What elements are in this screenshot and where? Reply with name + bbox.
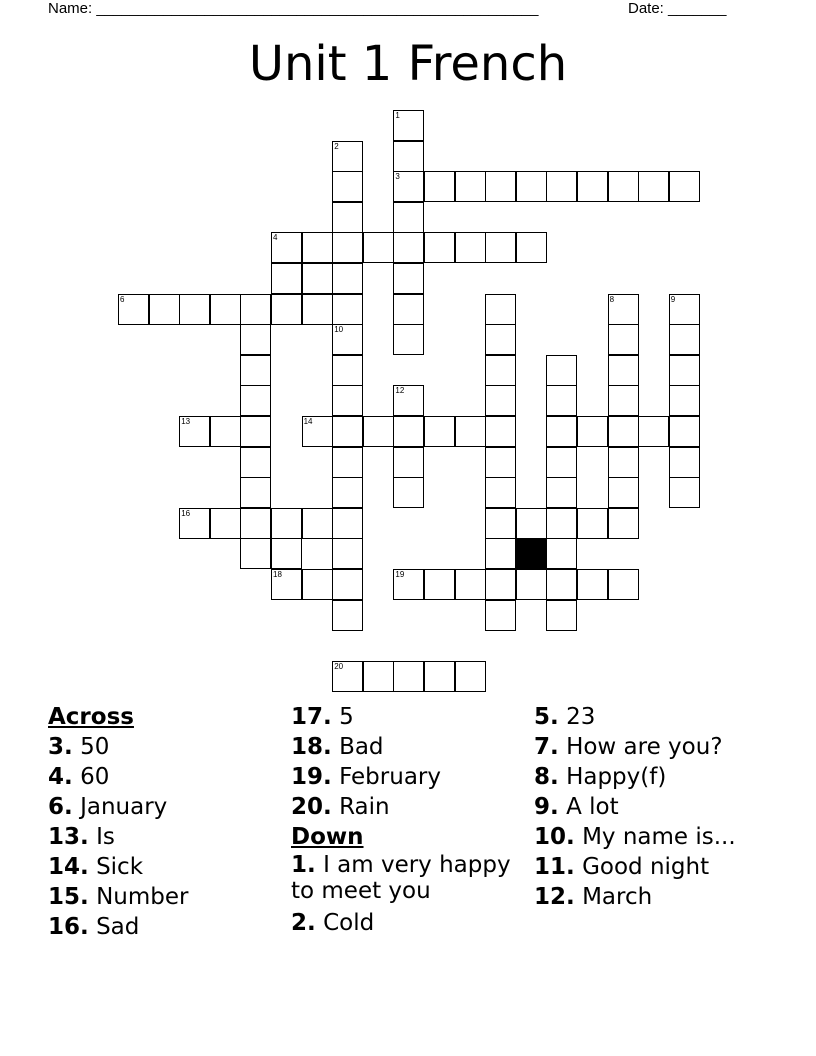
clue-number: 18. (291, 734, 332, 760)
grid-cell[interactable] (455, 661, 486, 692)
down-clue-1 (291, 852, 526, 904)
cell-number: 20 (334, 661, 344, 671)
grid-cell[interactable] (485, 355, 516, 386)
grid-cell[interactable] (546, 416, 577, 447)
grid-cell[interactable] (577, 569, 608, 600)
grid-cell[interactable] (393, 477, 424, 508)
clue-number: 20. (291, 794, 332, 820)
clue-number: 5. (534, 704, 559, 730)
grid-cell[interactable] (485, 416, 516, 447)
grid-black-square (516, 538, 547, 569)
clue-number: 17. (291, 704, 332, 730)
grid-cell[interactable] (546, 355, 577, 386)
grid-cell[interactable] (516, 171, 547, 202)
grid-cell[interactable] (271, 294, 302, 325)
grid-cell[interactable] (393, 661, 424, 692)
grid-cell[interactable] (332, 294, 363, 325)
across-clue-6 (48, 792, 278, 822)
grid-cell[interactable] (363, 661, 394, 692)
grid-cell[interactable] (455, 232, 486, 263)
cell-number: 14 (303, 417, 313, 426)
grid-cell[interactable] (393, 110, 424, 141)
clue-text: My name is... (582, 824, 736, 850)
grid-cell[interactable] (240, 447, 271, 478)
grid-cell[interactable] (271, 538, 302, 569)
grid-cell[interactable] (393, 569, 424, 600)
clue-number: 7. (534, 734, 559, 760)
grid-cell[interactable] (485, 232, 516, 263)
clue-number: 19. (291, 764, 332, 790)
clue-text: Happy(f) (566, 764, 667, 790)
grid-cell[interactable] (577, 416, 608, 447)
grid-cell[interactable] (669, 355, 700, 386)
grid-cell[interactable] (608, 385, 639, 416)
grid-cell[interactable] (332, 171, 363, 202)
across-clue-3 (48, 732, 278, 762)
grid-cell[interactable] (332, 508, 363, 539)
cell-number: 2 (334, 141, 339, 151)
grid-cell[interactable] (332, 447, 363, 478)
grid-cell[interactable] (485, 385, 516, 416)
grid-cell[interactable] (485, 294, 516, 325)
grid-cell[interactable] (669, 477, 700, 508)
grid-cell[interactable] (546, 538, 577, 569)
grid-cell[interactable] (363, 416, 394, 447)
grid-cell[interactable] (302, 569, 333, 600)
grid-cell[interactable] (302, 232, 333, 263)
grid-cell[interactable] (393, 385, 424, 416)
grid-cell[interactable] (393, 141, 424, 172)
grid-cell[interactable] (393, 171, 424, 202)
down-clue-8 (534, 762, 794, 792)
grid-cell[interactable] (332, 416, 363, 447)
grid-cell[interactable] (393, 232, 424, 263)
clue-text: Cold (323, 910, 375, 936)
grid-cell[interactable] (332, 202, 363, 233)
grid-cell[interactable] (455, 416, 486, 447)
grid-cell[interactable] (118, 294, 149, 325)
clue-number: 4. (48, 764, 73, 790)
across-clue-19 (291, 762, 526, 792)
name-field-label: Name: _____________________________________________________ (48, 0, 539, 17)
clue-text: 50 (80, 734, 110, 760)
grid-cell[interactable] (485, 600, 516, 631)
clue-number: 16. (48, 914, 89, 940)
grid-cell[interactable] (485, 324, 516, 355)
grid-cell[interactable] (210, 416, 241, 447)
grid-cell[interactable] (608, 416, 639, 447)
grid-cell[interactable] (210, 508, 241, 539)
clue-number: 14. (48, 854, 89, 880)
grid-cell[interactable] (240, 355, 271, 386)
cell-number: 4 (273, 233, 278, 243)
clue-number: 1. (291, 852, 316, 878)
grid-cell[interactable] (271, 232, 302, 263)
clue-text: Sad (96, 914, 140, 940)
clue-text: 60 (80, 764, 110, 790)
grid-cell[interactable] (638, 416, 669, 447)
clues-column-1 (48, 702, 278, 942)
clue-text: February (339, 764, 441, 790)
down-heading: Down (291, 824, 364, 850)
grid-cell[interactable] (669, 324, 700, 355)
grid-cell[interactable] (332, 385, 363, 416)
grid-cell[interactable] (424, 232, 455, 263)
clues-column-3 (534, 702, 794, 912)
grid-cell[interactable] (179, 416, 210, 447)
grid-cell[interactable] (669, 447, 700, 478)
grid-cell[interactable] (240, 538, 271, 569)
down-clue-11 (534, 852, 794, 882)
grid-cell[interactable] (332, 477, 363, 508)
clue-text: January (80, 794, 168, 820)
clue-number: 8. (534, 764, 559, 790)
grid-cell[interactable] (669, 171, 700, 202)
grid-cell[interactable] (271, 508, 302, 539)
cell-number: 10 (334, 325, 344, 335)
puzzle-title: Unit 1 French (248, 36, 568, 92)
clue-text: Bad (339, 734, 384, 760)
grid-cell[interactable] (424, 569, 455, 600)
grid-cell[interactable] (332, 569, 363, 600)
cell-number: 18 (273, 570, 282, 579)
clue-number: 6. (48, 794, 73, 820)
clue-number: 3. (48, 734, 73, 760)
cell-number: 16 (181, 508, 191, 518)
grid-cell[interactable] (546, 508, 577, 539)
clue-number: 15. (48, 884, 89, 910)
down-clue-10 (534, 822, 794, 852)
grid-cell[interactable] (424, 416, 455, 447)
grid-cell[interactable] (608, 508, 639, 539)
across-clue-15 (48, 882, 278, 912)
grid-cell[interactable] (608, 171, 639, 202)
grid-cell[interactable] (332, 263, 363, 294)
grid-cell[interactable] (302, 508, 333, 539)
grid-cell[interactable] (546, 600, 577, 631)
grid-cell[interactable] (393, 416, 424, 447)
clue-text: March (582, 884, 653, 910)
grid-cell[interactable] (332, 600, 363, 631)
grid-cell[interactable] (424, 171, 455, 202)
clue-text: Number (96, 884, 189, 910)
grid-cell[interactable] (271, 263, 302, 294)
cell-number: 3 (395, 172, 400, 182)
cell-number: 12 (395, 386, 405, 396)
clue-text: 23 (566, 704, 596, 730)
across-clue-20 (291, 792, 526, 822)
grid-cell[interactable] (393, 294, 424, 325)
across-clue-18 (291, 732, 526, 762)
date-field-label: Date: _______ (628, 0, 727, 17)
grid-cell[interactable] (638, 171, 669, 202)
grid-cell[interactable] (210, 294, 241, 325)
clue-text: I am very happy to meet you (291, 852, 511, 904)
grid-cell[interactable] (546, 569, 577, 600)
grid-cell[interactable] (669, 416, 700, 447)
grid-cell[interactable] (669, 294, 700, 325)
clue-text: 5 (339, 704, 354, 730)
across-clue-16 (48, 912, 278, 942)
cell-number: 9 (670, 294, 676, 304)
down-clue-7 (534, 732, 794, 762)
clue-number: 10. (534, 824, 575, 850)
grid-cell[interactable] (516, 569, 547, 600)
grid-cell[interactable] (332, 324, 363, 355)
grid-cell[interactable] (608, 569, 639, 600)
clue-number: 13. (48, 824, 89, 850)
cell-number: 13 (181, 417, 191, 426)
grid-cell[interactable] (332, 141, 363, 172)
grid-cell[interactable] (485, 569, 516, 600)
grid-cell[interactable] (240, 508, 271, 539)
grid-cell[interactable] (332, 355, 363, 386)
clue-text: Sick (96, 854, 144, 880)
across-heading: Across (48, 704, 134, 730)
across-clue-4 (48, 762, 278, 792)
grid-cell[interactable] (240, 416, 271, 447)
grid-cell[interactable] (393, 324, 424, 355)
grid-cell[interactable] (302, 294, 333, 325)
grid-cell[interactable] (485, 171, 516, 202)
grid-cell[interactable] (608, 324, 639, 355)
grid-cell[interactable] (424, 661, 455, 692)
down-clue-2 (291, 908, 526, 938)
grid-cell[interactable] (393, 202, 424, 233)
clue-text: Is (96, 824, 115, 850)
clue-number: 9. (534, 794, 559, 820)
grid-cell[interactable] (179, 508, 210, 539)
grid-cell[interactable] (240, 477, 271, 508)
grid-cell[interactable] (485, 477, 516, 508)
grid-cell[interactable] (669, 385, 700, 416)
down-clue-12 (534, 882, 794, 912)
grid-cell[interactable] (332, 538, 363, 569)
grid-cell[interactable] (577, 171, 608, 202)
grid-cell[interactable] (240, 324, 271, 355)
across-clue-13 (48, 822, 278, 852)
grid-cell[interactable] (332, 232, 363, 263)
grid-cell[interactable] (485, 538, 516, 569)
grid-cell[interactable] (516, 508, 547, 539)
grid-cell[interactable] (546, 447, 577, 478)
grid-cell[interactable] (608, 355, 639, 386)
grid-cell[interactable] (577, 508, 608, 539)
grid-cell[interactable] (240, 294, 271, 325)
grid-cell[interactable] (332, 661, 363, 692)
clue-text: Good night (582, 854, 710, 880)
clue-text: How are you? (566, 734, 723, 760)
grid-cell[interactable] (546, 385, 577, 416)
across-clue-17 (291, 702, 526, 732)
down-clue-5 (534, 702, 794, 732)
grid-cell[interactable] (546, 171, 577, 202)
clue-number: 12. (534, 884, 575, 910)
down-clue-9 (534, 792, 794, 822)
grid-cell[interactable] (363, 232, 394, 263)
grid-cell[interactable] (608, 477, 639, 508)
cell-number: 8 (609, 294, 615, 304)
clue-number: 11. (534, 854, 575, 880)
grid-cell[interactable] (271, 569, 302, 600)
grid-cell[interactable] (393, 447, 424, 478)
grid-cell[interactable] (149, 294, 180, 325)
grid-cell[interactable] (455, 171, 486, 202)
grid-cell[interactable] (179, 294, 210, 325)
grid-cell[interactable] (546, 477, 577, 508)
clue-text: A lot (566, 794, 619, 820)
grid-cell[interactable] (516, 232, 547, 263)
clue-number: 2. (291, 910, 316, 936)
grid-cell[interactable] (485, 447, 516, 478)
cell-number: 1 (395, 111, 400, 120)
grid-cell[interactable] (455, 569, 486, 600)
cell-number: 6 (120, 294, 125, 304)
clues-column-2 (291, 702, 526, 938)
grid-cell[interactable] (393, 263, 424, 294)
cell-number: 19 (395, 570, 405, 579)
grid-cell[interactable] (302, 263, 333, 294)
grid-cell[interactable] (608, 447, 639, 478)
clue-text: Rain (339, 794, 390, 820)
grid-cell[interactable] (485, 508, 516, 539)
grid-cell[interactable] (240, 385, 271, 416)
grid-cell[interactable] (302, 416, 333, 447)
across-clue-14 (48, 852, 278, 882)
grid-cell[interactable] (608, 294, 639, 325)
